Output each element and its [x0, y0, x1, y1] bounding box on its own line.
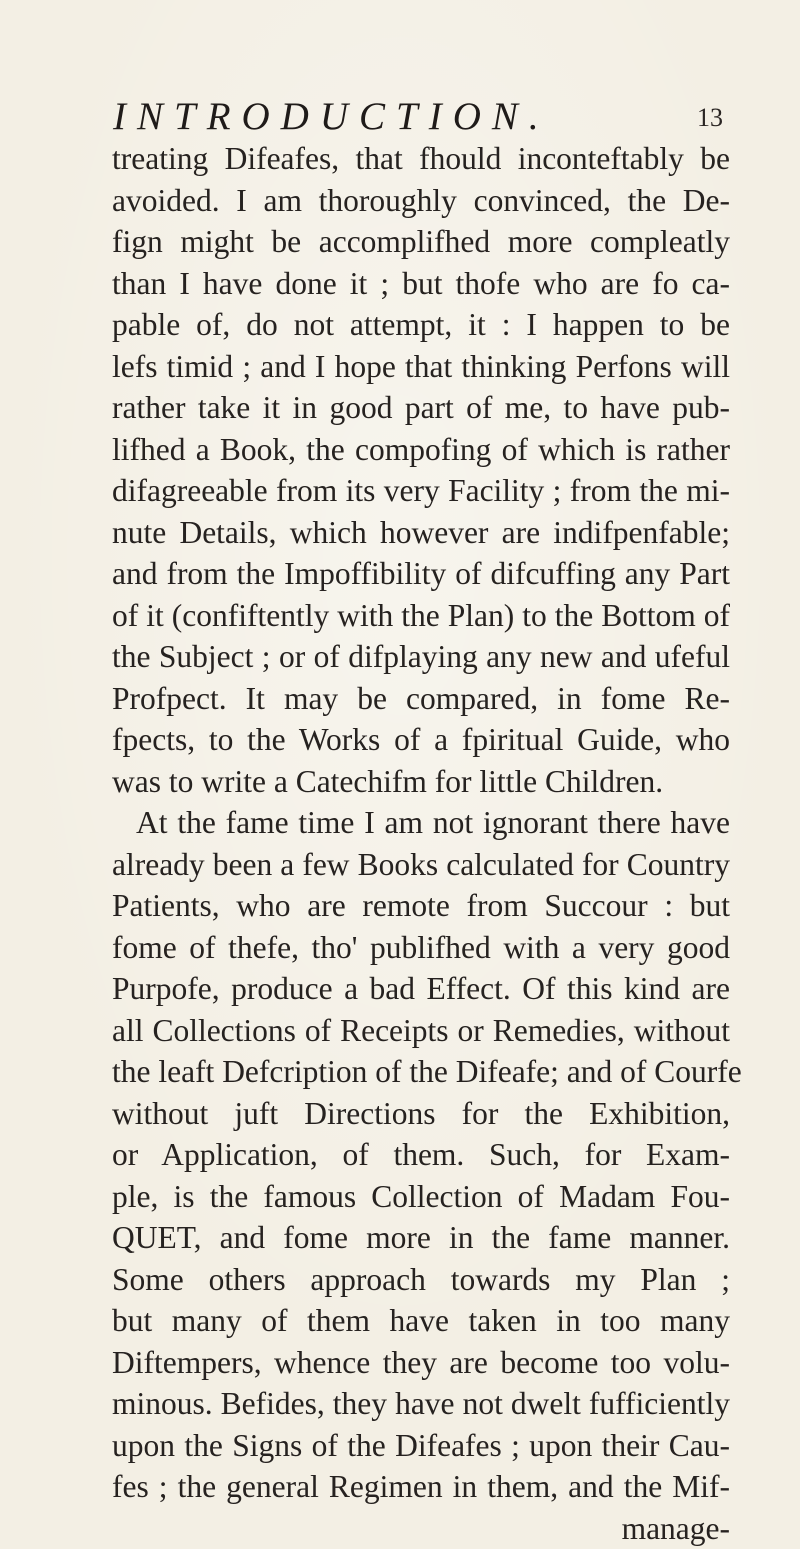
text-line: was to write a Catechifm for little Children. — [112, 761, 730, 803]
text-line: minous. Befides, they have not dwelt fufficiently — [112, 1383, 730, 1425]
text-line: pable of, do not attempt, it : I happen to be — [112, 304, 730, 346]
body-text — [112, 138, 730, 1549]
text-line: fome of thefe, tho' publifhed with a very good — [112, 927, 730, 969]
text-line: fpects, to the Works of a fpiritual Guide, who — [112, 719, 730, 761]
text-line: than I have done it ; but thofe who are fo ca- — [112, 263, 730, 305]
text-line: Patients, who are remote from Succour : but — [112, 885, 730, 927]
text-line: and from the Impoffibility of difcuffing any Part — [112, 553, 730, 595]
text-line: Some others approach towards my Plan ; — [112, 1259, 730, 1301]
running-head — [113, 92, 723, 142]
text-line: rather take it in good part of me, to have pub- — [112, 387, 730, 429]
text-line: Diftempers, whence they are become too volu- — [112, 1342, 730, 1384]
text-line: upon the Signs of the Difeafes ; upon their Cau- — [112, 1425, 730, 1467]
text-line: QUET, and fome more in the fame manner. — [112, 1217, 730, 1259]
text-line: Purpofe, produce a bad Effect. Of this kind are — [112, 968, 730, 1010]
paragraph-start-line: At the fame time I am not ignorant there have — [112, 802, 730, 844]
text-line: avoided. I am thoroughly convinced, the De- — [112, 180, 730, 222]
text-line: the leaft Defcription of the Difeafe; and of Courfe — [112, 1051, 730, 1093]
text-line: already been a few Books calculated for Country — [112, 844, 730, 886]
text-line: all Collections of Receipts or Remedies, without — [112, 1010, 730, 1052]
text-line: but many of them have taken in too many — [112, 1300, 730, 1342]
text-line: fes ; the general Regimen in them, and the Mif- — [112, 1466, 730, 1508]
text-line: or Application, of them. Such, for Exam- — [112, 1134, 730, 1176]
text-line: lefs timid ; and I hope that thinking Perfons will — [112, 346, 730, 388]
text-line: the Subject ; or of difplaying any new and ufeful — [112, 636, 730, 678]
page-number: 13 — [697, 94, 723, 142]
text-line: difagreeable from its very Facility ; from the mi- — [112, 470, 730, 512]
text-line: treating Difeafes, that fhould inconteftably be — [112, 138, 730, 180]
text-line: without juft Directions for the Exhibition, — [112, 1093, 730, 1135]
text-line: of it (confiftently with the Plan) to the Bottom of — [112, 595, 730, 637]
running-head-title: INTRODUCTION. — [113, 92, 550, 142]
catchword: manage- — [112, 1508, 730, 1549]
text-line: Profpect. It may be compared, in fome Re- — [112, 678, 730, 720]
text-line: nute Details, which however are indifpenfable; — [112, 512, 730, 554]
text-line: ple, is the famous Collection of Madam Fou- — [112, 1176, 730, 1218]
text-line: fign might be accomplifhed more compleatly — [112, 221, 730, 263]
text-line: lifhed a Book, the compofing of which is rather — [112, 429, 730, 471]
